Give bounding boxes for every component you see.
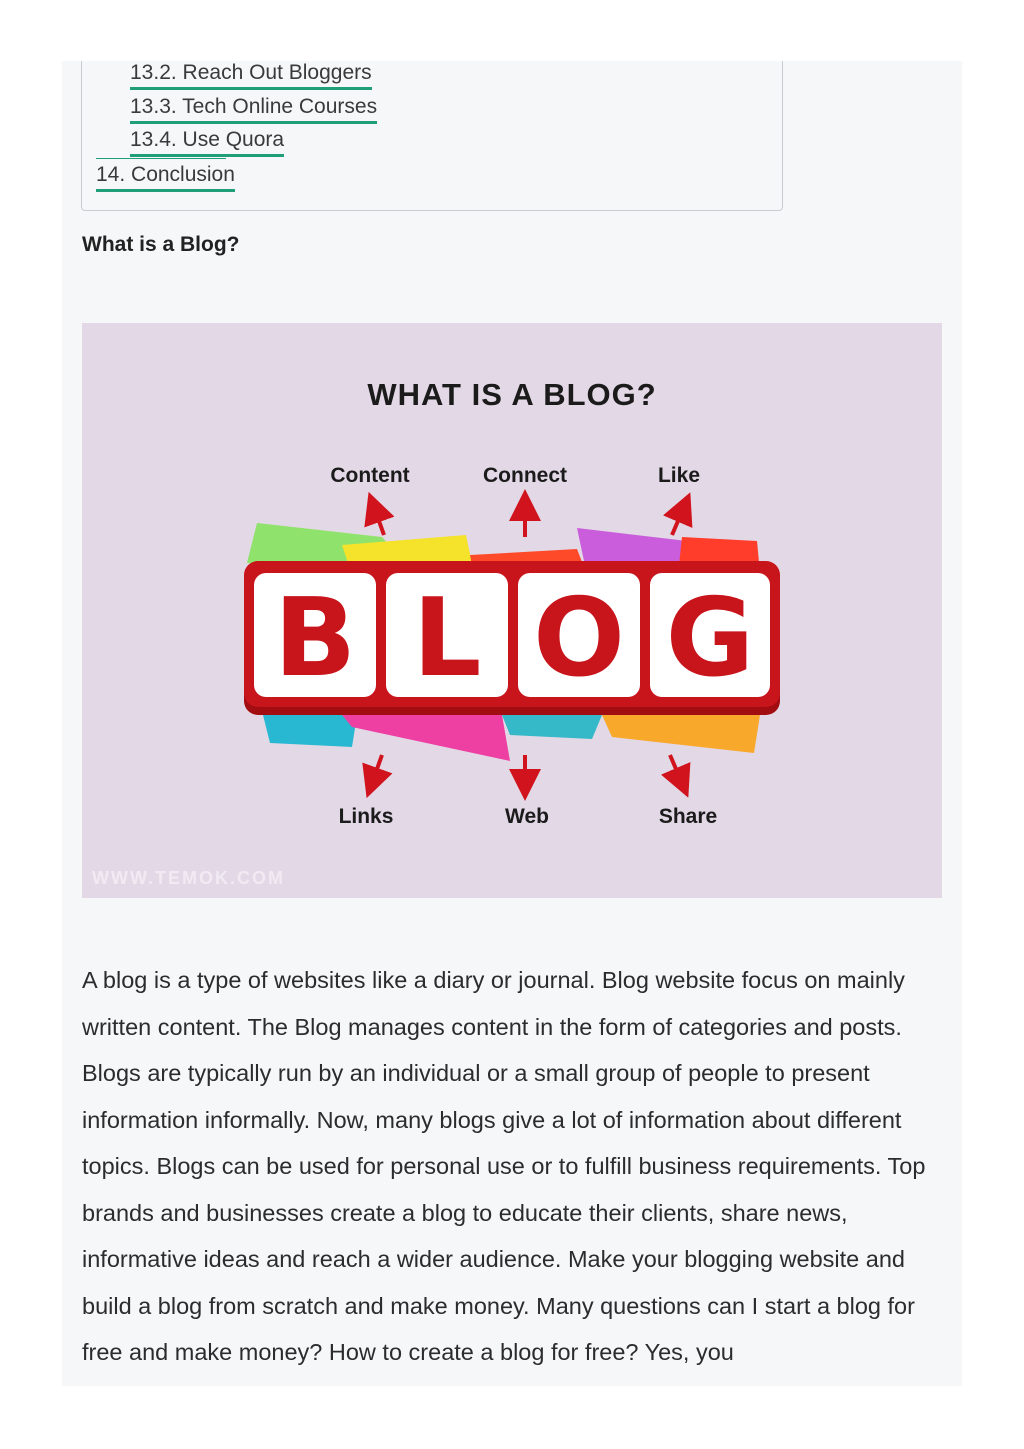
section-heading: What is a Blog? bbox=[82, 233, 240, 256]
document-page bbox=[62, 61, 962, 1386]
label-content: Content bbox=[330, 464, 410, 487]
body-paragraph: A blog is a type of websites like a diary or journal. Blog website focus on mainly written content. The Blog manages content in the form of categories and posts. Blogs are typically run by an individual or a small group of people to present information informally. Now, many blogs give a lot of information about different topics. Blogs can be used for personal use or to fulfill business requirements. Top brands and businesses create a blog to educate their clients, share news, informative ideas and reach a wider audience. Make your blogging website and build a blog from scratch and make money. Many questions can I start a blog for free and make money? How to create a blog for free? Yes, you bbox=[82, 967, 926, 1365]
blog-infographic bbox=[82, 323, 942, 898]
svg-text:O: O bbox=[533, 576, 625, 701]
blog-logo-text: B bbox=[273, 576, 357, 701]
table-of-contents bbox=[81, 61, 783, 211]
blog-logo bbox=[244, 561, 780, 715]
svg-text:G: G bbox=[665, 576, 755, 701]
toc-divider bbox=[96, 158, 226, 159]
toc-item-conclusion[interactable]: 14. Conclusion bbox=[96, 162, 235, 192]
label-web: Web bbox=[505, 805, 549, 828]
svg-text:L: L bbox=[412, 576, 482, 701]
label-connect: Connect bbox=[483, 464, 567, 487]
label-like: Like bbox=[657, 464, 701, 487]
watermark: WWW.TEMOK.COM bbox=[92, 868, 285, 888]
label-links: Links bbox=[338, 805, 394, 828]
label-share: Share bbox=[658, 805, 718, 828]
toc-item-tech-online-courses[interactable]: 13.3. Tech Online Courses bbox=[130, 94, 377, 124]
toc-item-reach-out-bloggers[interactable]: 13.2. Reach Out Bloggers bbox=[130, 61, 372, 90]
infographic-title: WHAT IS A BLOG? bbox=[367, 377, 657, 412]
toc-item-use-quora[interactable]: 13.4. Use Quora bbox=[130, 127, 284, 157]
